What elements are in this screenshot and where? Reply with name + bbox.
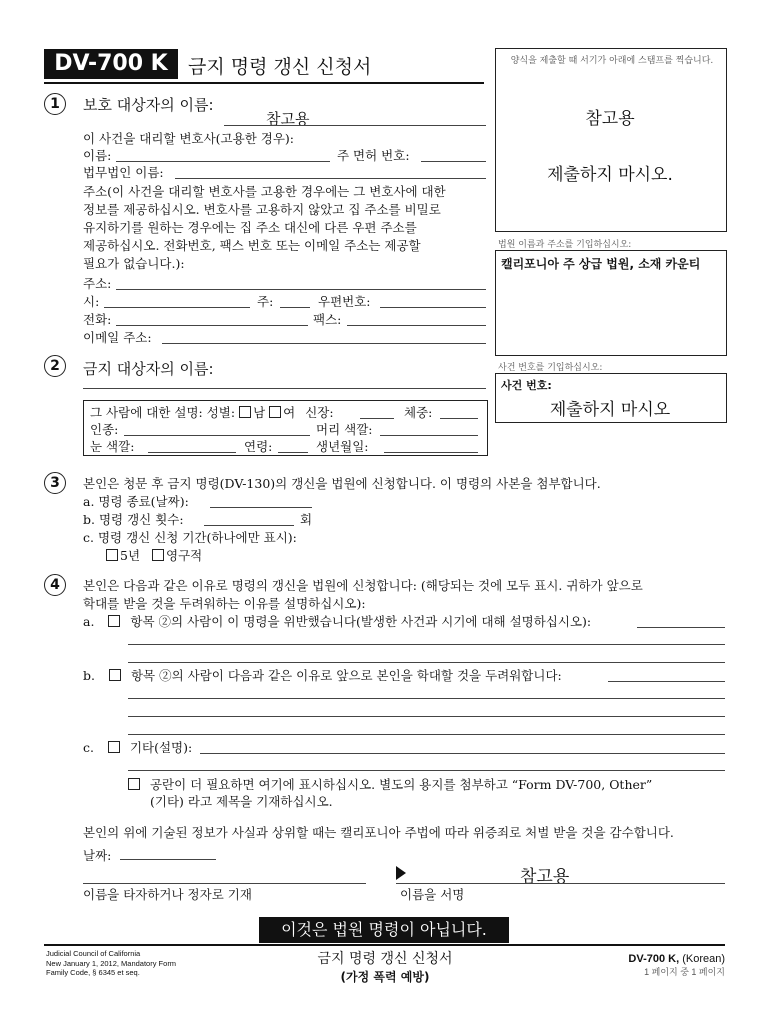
five-year-checkbox[interactable]: [106, 549, 118, 561]
case-note: 사건 번호를 기입하십시오:: [498, 363, 603, 373]
lawyer-intro: 이 사건을 대리할 변호사(고용한 경우):: [83, 131, 294, 146]
eye-label: 눈 색깔:: [90, 439, 135, 454]
item-3-text: 본인은 청문 후 금지 명령(DV-130)의 갱신을 법원에 신청합니다. 이 명령의 사본을 첨부합니다.: [83, 476, 601, 491]
signature-line[interactable]: [396, 883, 725, 884]
print-name-line[interactable]: [83, 883, 366, 884]
stamp-sample: 참고용: [585, 109, 635, 129]
item-4c: c. 기타(설명):: [83, 740, 193, 755]
more-space-note: 공란이 더 필요하면 여기에 표시하십시오. 별도의 용지를 첨부하고 “Form DV-700, Other”: [128, 777, 652, 793]
city-label: 시:: [83, 294, 100, 309]
renewal-count-field[interactable]: [204, 525, 294, 526]
item-4-text-1: 본인은 다음과 같은 이유로 명령의 갱신을 법원에 신청합니다: (해당되는 것에 모두 표시. 귀하가 앞으로: [83, 578, 643, 593]
protected-person-sample: 참고용: [266, 110, 310, 128]
print-name-label: 이름을 타자하거나 정자로 기재: [83, 887, 252, 902]
end-date-field[interactable]: [210, 507, 312, 508]
address-instructions: 주소(이 사건을 대리할 변호사를 고용한 경우에는 그 변호사에 대한 정보를 제공하십시오. 변호사를 고용하지 않았고 집 주소를 비밀로 유지하기를 원하는 경우에는 집 주소 대신에 다른 우편 주소를 제공하십시오. 전화번호, 팩스 번호 또는 이메일 주소는 제공할 필요가 없습니다.):: [83, 184, 446, 271]
age-field[interactable]: [278, 452, 308, 453]
hair-label: 머리 색깔:: [316, 422, 373, 437]
more-space-checkbox[interactable]: [128, 778, 140, 790]
footer-left: Judicial Council of California New January 1, 2012, Mandatory Form Family Code, § 6345 et seq.: [46, 949, 177, 977]
violation-line-3[interactable]: [128, 662, 725, 663]
height-field[interactable]: [360, 418, 394, 419]
address-label: 주소:: [83, 276, 112, 291]
item-3-number: 3: [44, 472, 66, 494]
other-line-2[interactable]: [128, 770, 725, 771]
footer-center: 금지 명령 갱신 신청서 (가정 폭력 예방): [317, 951, 453, 984]
male-checkbox[interactable]: [239, 406, 251, 418]
more-space-note-2: (기타) 라고 제목을 기재하십시오.: [150, 794, 333, 809]
fear-line-4[interactable]: [128, 734, 725, 735]
court-note: 법원 이름과 주소를 기입하십시오:: [498, 240, 632, 250]
description-row-1: 그 사람에 대한 설명: 성별: 남 여 신장:: [90, 405, 334, 420]
email-label: 이메일 주소:: [83, 330, 152, 345]
form-title: 금지 명령 갱신 신청서: [188, 56, 372, 78]
phone-label: 전화:: [83, 312, 112, 327]
firm-name-field[interactable]: [175, 178, 486, 179]
renewal-count-suffix: 회: [300, 512, 313, 527]
firm-name-label: 법무법인 이름:: [83, 165, 164, 180]
case-donotfile: 제출하지 마시오: [549, 400, 671, 420]
dob-label: 생년월일:: [316, 439, 369, 454]
item-1-number: 1: [44, 93, 66, 115]
case-label: 사건 번호:: [501, 379, 552, 392]
sign-arrow-icon: [396, 866, 406, 880]
item-4-text-2: 학대를 받을 것을 두려워하는 이유를 설명하십시오):: [83, 596, 366, 611]
sign-name-label: 이름을 서명: [400, 887, 465, 902]
eye-field[interactable]: [148, 452, 236, 453]
stamp-donotfile: 제출하지 마시오.: [547, 165, 673, 185]
violation-line-2[interactable]: [128, 644, 725, 645]
permanent-checkbox[interactable]: [152, 549, 164, 561]
item-3c-label: c. 명령 갱신 신청 기간(하나에만 표시):: [83, 530, 297, 545]
item-3b-label: b. 명령 갱신 횟수:: [83, 512, 184, 527]
footer-rule: [44, 944, 725, 946]
item-3a-label: a. 명령 종료(날짜):: [83, 494, 189, 509]
protected-person-label: 보호 대상자의 이름:: [83, 96, 214, 114]
other-checkbox[interactable]: [108, 741, 120, 753]
state-label: 주:: [257, 294, 274, 309]
bar-number-label: 주 면허 번호:: [337, 148, 410, 163]
not-court-order-banner: 이것은 법원 명령이 아닙니다.: [259, 917, 509, 943]
email-field[interactable]: [162, 343, 486, 344]
dob-field[interactable]: [384, 452, 478, 453]
term-options: 5년 영구적: [106, 548, 202, 564]
item-2-number: 2: [44, 355, 66, 377]
zip-label: 우편번호:: [318, 294, 371, 309]
date-label: 날짜:: [83, 848, 112, 863]
header-rule: [44, 82, 484, 84]
clerk-stamp-box: [495, 48, 727, 232]
address-field[interactable]: [116, 289, 486, 290]
perjury-declaration: 본인의 위에 기술된 정보가 사실과 상위할 때는 캘리포니아 주법에 따라 위증죄로 처벌 받을 것을 감수합니다.: [83, 825, 674, 840]
court-name: 캘리포니아 주 상급 법원, 소재 카운티: [501, 257, 701, 271]
city-field[interactable]: [104, 307, 250, 308]
restrained-person-label: 금지 대상자의 이름:: [83, 360, 214, 378]
bar-number-field[interactable]: [421, 161, 486, 162]
fax-field[interactable]: [347, 325, 486, 326]
lawyer-name-label: 이름:: [83, 148, 112, 163]
zip-field[interactable]: [380, 307, 486, 308]
lawyer-name-field[interactable]: [116, 161, 330, 162]
footer-right: DV-700 K, (Korean) 1 페이지 중 1 페이지: [628, 953, 725, 977]
weight-label: 체중:: [404, 405, 433, 420]
violation-line-1[interactable]: [637, 627, 725, 628]
item-4b: b. 항목 ②의 사람이 다음과 같은 이유로 앞으로 본인을 학대할 것을 두려워합니다:: [83, 668, 562, 683]
race-field[interactable]: [124, 435, 310, 436]
form-code-badge: DV-700 K: [44, 49, 178, 79]
age-label: 연령:: [244, 439, 273, 454]
phone-field[interactable]: [116, 325, 308, 326]
weight-field[interactable]: [440, 418, 478, 419]
state-field[interactable]: [280, 307, 310, 308]
fear-checkbox[interactable]: [109, 669, 121, 681]
fear-line-2[interactable]: [128, 698, 725, 699]
violation-checkbox[interactable]: [108, 615, 120, 627]
restrained-person-name-line[interactable]: [83, 388, 486, 389]
other-line-1[interactable]: [200, 753, 725, 754]
fear-line-3[interactable]: [128, 716, 725, 717]
item-4-number: 4: [44, 574, 66, 596]
hair-field[interactable]: [380, 435, 478, 436]
item-4a: a. 항목 ②의 사람이 이 명령을 위반했습니다(발생한 사건과 시기에 대해 설명하십시오):: [83, 614, 592, 629]
fax-label: 팩스:: [313, 312, 342, 327]
fear-line-1[interactable]: [608, 681, 725, 682]
female-checkbox[interactable]: [269, 406, 281, 418]
stamp-note: 양식을 제출할 때 서기가 아래에 스탬프를 찍습니다.: [510, 56, 714, 66]
date-field[interactable]: [120, 859, 216, 860]
signature-sample: 참고용: [520, 867, 570, 887]
protected-person-name-line[interactable]: [224, 125, 486, 126]
race-label: 인종:: [90, 422, 119, 437]
